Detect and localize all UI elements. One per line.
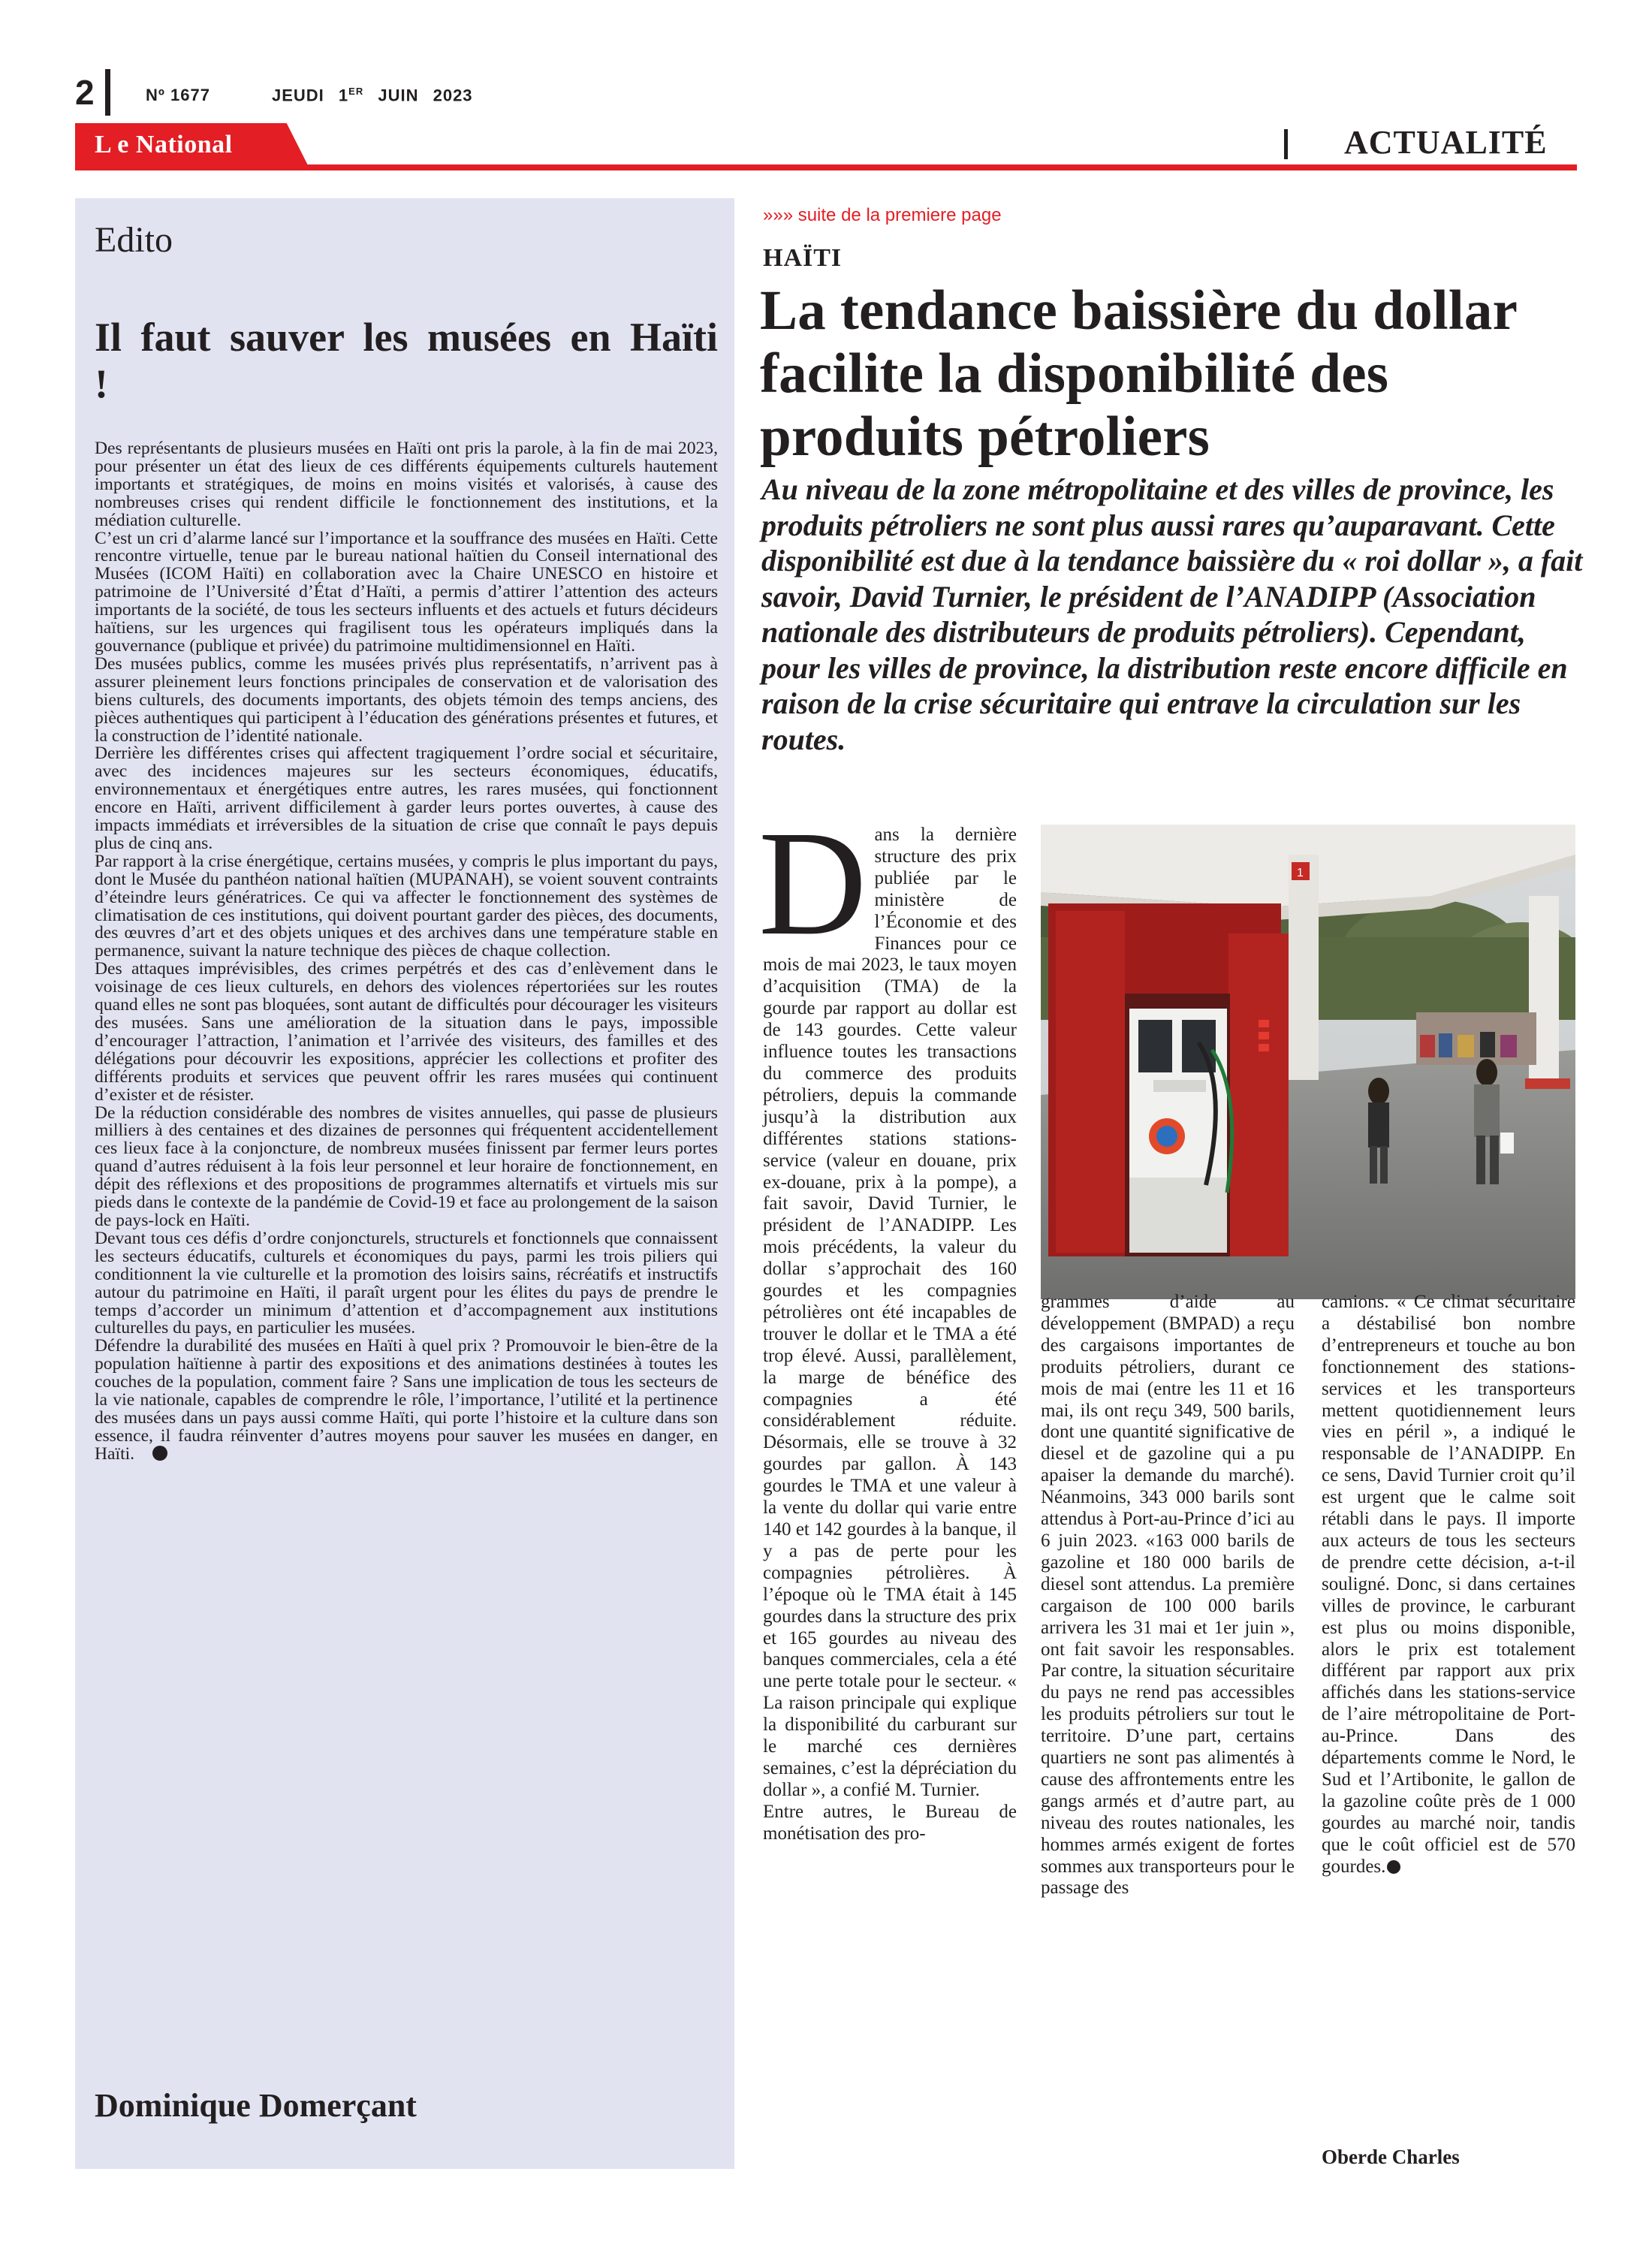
article-standfirst: Au niveau de la zone métropolitaine et des villes de province, les produits pétroliers ne sont plus aussi rares qu’auparavant. Cette disponibilité est due à la tendance baissière du « roi dollar », a fait savoir, David Turnier, le président de l’ANADIPP (Association nationale des distributeurs de produits pétroliers). Cependant, pour les villes de province, la distribution reste encore difficile en raison de la crise sécuritaire qui entrave la circulation sur les routes. [761,472,1583,756]
article-column-2: grammes d’aide au développement (BMPAD) a reçu des cargaisons importantes de produits pétroliers, durant ce mois de mai (entre les 11 et 16 mai, ils ont reçu 349, 500 barils, dont une quantité significative de diesel et de gazoline qui a pu apaiser la demande du marché). Néanmoins, 343 000 barils sont attendus à Port-au-Prince d’ici au 6 juin 2023. «163 000 barils de gazoline et 180 000 barils de diesel sont attendus. La première cargaison de 100 000 barils arrivera les 31 mai et 1er juin », ont fait savoir les responsables. Par contre, la situation sécuritaire du pays ne rend pas accessibles les produits pétroliers sur tout le territoire. D’une part, certains quartiers ne sont pas alimentés à cause des affrontements entre les gangs armés et d’autre part, au niveau des routes nationales, les hommes armés exigent de fortes sommes aux transporteurs pour le passage des [1041,1292,1295,1899]
issue-date [272,86,473,105]
continued-kicker: »»» suite de la premiere page [763,205,1002,225]
date-sup: ER [348,86,364,97]
edito-paragraph: Par rapport à la crise énergétique, certains musées, y compris le plus important du pays, dont le Musée du panthéon national haïtien (MUPANAH), se voient souvent contraints d’éteindre leurs génératrices. Ce qui va affecter le fonctionnement des systèmes de climatisation de ces institutions, qui doivent pourtant garder des pièces, des documents, des œuvres d’art et des objets uniques et des archives dans une température stable en permanence, suivant la nature technique des pièces de chaque collection. [95,851,718,961]
section-divider [1284,129,1288,159]
edito-title: Il faut sauver les musées en Haïti ! [95,315,718,406]
article-column-1 [758,801,1017,1845]
column-text: Entre autres, le Bureau de monétisation des pro- [763,1801,1017,1844]
edito-paragraph: Devant tous ces défis d’ordre conjoncturels, structurels et fonctionnels que connaissent les secteurs éducatifs, culturels et économiques du pays, parmi les trois piliers qui conditionnent la vie culturelle et la promotion des loisirs sains, récréatifs et instructifs autour du patrimoine en Haïti, il paraît urgent pour les élites du pays de prendre le temps d’accorder un minimum d’attention et d’accompagnement aux institutions culturelles du pays, en particulier les musées. [95,1228,718,1338]
pillar-number: 1 [1297,867,1304,879]
edito-paragraph: Des représentants de plusieurs musées en Haïti ont pris la parole, à la fin de mai 2023, pour présenter un état des lieux de ces différents équipements culturels hautement importants et stratégiques, de moins en moins visités et valorisés, à cause des nombreuses crises qui rendent difficile le fonctionnement des institutions, et la médiation culturelle. [95,439,718,530]
edito-paragraph: Derrière les différentes crises qui affectent tragiquement l’ordre social et sécuritaire, avec des incidences majeures sur les secteurs économiques, éducatifs, environnementaux et énergétiques entre autres, les rares musées, qui fonctionnent encore en Haïti, arrivent difficilement à garder leurs portes ouvertes, à cause des impacts immédiats et irréversibles de la situation de crise que connaît le pays depuis plus de cinq ans. [95,743,718,853]
issue-number: Nº 1677 [146,86,210,104]
article-column-3 [1322,1292,1575,1878]
edito-body [95,440,718,1464]
article-byline: Oberde Charles [1322,2146,1460,2168]
edito-signature: Dominique Domerçant [95,2087,417,2124]
date-month-year: JUIN 2023 [378,86,473,105]
column-text: camions. « Ce climat sécuritaire a déstabilisé bon nombre d’entrepreneurs et touche au bon fonctionnement des stations-services et les transporteurs mettent quotidiennement leurs vies en péril », a indiqué le responsable de l’ANADIPP. En ce sens, David Turnier croit qu’il est urgent que le calme soit rétabli dans le pays. Il importe aux acteurs de tous les secteurs de prendre cette décision, a-t-il souligné. Donc, si dans certaines villes de province, le carburant est plus ou moins disponible, alors le prix est totalement différent par rapport aux prix affichés dans les stations-service de l’aire métropolitaine de Port-au-Prince. Dans des départements comme le Nord, le Sud et l’Artibonite, le gallon de la gazoline coûte près de 1 000 gourdes au marché noir, tandis que le coût officiel est de 570 gourdes. [1322,1292,1575,1877]
edito-paragraph: C’est un cri d’alarme lancé sur l’importance et la souffrance des musées en Haïti. Cette rencontre virtuelle, tenue par le bureau national haïtien du Conseil international des Musées (ICOM Haïti) en collaboration avec la Chaire UNESCO en histoire et patrimoine de l’Université d’État d’Haïti, a permis d’attirer l’attention des acteurs importants de la société, de tous les secteurs influents et des actuels et futurs décideurs haïtiens, sur les urgences qui fragilisent tous les opérateurs impliqués dans la gouvernance (publique et privée) du patrimoine multidimensionnel en Haïti. [95,528,718,656]
edito-paragraph: Des musées publics, comme les musées privés plus représentatifs, n’arrivent pas à assurer pleinement leurs fonctions principales de conservation et de valorisation des biens culturels, des documents importants, des objets témoin des temps anciens, des pièces authentiques qui participent à l’éducation des générations présentes et futures, et la construction de l’identité nationale. [95,653,718,746]
section-title: ACTUALITÉ [1344,124,1548,161]
date-day: JEUDI [272,86,324,105]
edito-paragraph-text: Défendre la durabilité des musées en Haïti à quel prix ? Promouvoir le bien-être de la population haïtienne à partir des expositions et des animations destinées à toutes les couches de la population, comment faire ? Sans une implication de tous les secteurs de la vie nationale, capables de comprendre le rôle, l’importance, l’utilité et la pertinence des musées dans un pays aussi comme Haïti, qui porte l’histoire et la culture dans son essence, il faudra réinventer d’autres moyens pour sauver les musées en danger, en Haïti. [95,1336,718,1464]
column-text: ans la dernière structure des prix publiée par le ministère de l’Économie et des Finances pour ce mois de mai 2023, le taux moyen d’acquisition (TMA) de la gourde par rapport au dollar est de 143 gourdes. Cette valeur influence toutes les transactions du commerce des produits pétroliers, depuis la commande jusqu’à la distribution aux différentes stations stations-service (valeur en douane, prix ex-douane, prix à la pompe), a fait savoir, David Turnier, le président de l’ANADIPP. Les mois précédents, la valeur du dollar s’approchait des 160 gourdes et les compagnies pétrolières ont été incapables de trouver le dollar et le TMA a été trop élevé. Aussi, parallèlement, la marge de bénéfice des compagnies a été considérablement réduite. Désormais, elle se trouve à 32 gourdes par gallon. À 143 gourdes le TMA et une valeur à la vente du dollar qui varie entre 140 et 142 gourdes à la banque, il y a pas de perte pour les compagnies pétrolières. À l’époque où le TMA était à 145 gourdes dans la structure des prix et 165 gourdes au niveau des banques commerciales, cela a été une perte totale pour le secteur. « La raison principale qui explique la disponibilité du carburant sur le marché ces dernières semaines, c’est la dépréciation du dollar », a confié M. Turnier. [763,825,1017,1800]
drop-cap: D [758,801,867,967]
edito-paragraph: De la réduction considérable des nombres de visites annuelles, qui passe de plusieurs milliers à des centaines et des dizaines de personnes qui fréquentent accidentellement ces lieux face à la conjoncture, de nombreux musées finissent par fermer leurs portes quand d’autres réduisent à la fois leur personnel et leur horaire de fonctionnement, en dépit des réflexions et des propositions de programmes alternatifs et virtuels mis sur pieds dans le contexte de la pandémie de Covid-19 et face au prolongement de la saison de pays-lock en Haïti. [95,1102,718,1230]
page-number-divider [105,69,110,116]
article-headline: La tendance baissière du dollar facilite la disponibilité des produits pétroliers [760,279,1517,468]
edito-paragraph-last [95,1338,718,1463]
article-rubric: HAÏTI [763,244,843,272]
gas-station-illustration [1041,825,1575,1299]
end-mark-icon [1387,1860,1400,1874]
end-mark-icon [152,1446,167,1461]
date-num: 1 [338,86,349,105]
edito-label: Edito [95,220,173,260]
edito-paragraph: Des attaques imprévisibles, des crimes perpétrés et des cas d’enlèvement dans le voisinage de ces lieux culturels, en dehors des violences répertoriées sur les routes quand elles ne sont pas bloquées, sont autant de difficultés pour décourager les visiteurs des musées. Sans une amélioration de la situation dans le pays, impossible d’encourager l’attraction, l’animation et l’arrivée des visiteurs, des familles et des délégations pour découvrir les expositions, apprécier les collections et profiter des différents produits et services que peuvent offrir les rares musées qui continuent d’exister et de résister. [95,959,718,1105]
gas-station-photo [1041,825,1575,1299]
brand-name: L e National [95,131,233,158]
page-number: 2 [75,73,95,112]
